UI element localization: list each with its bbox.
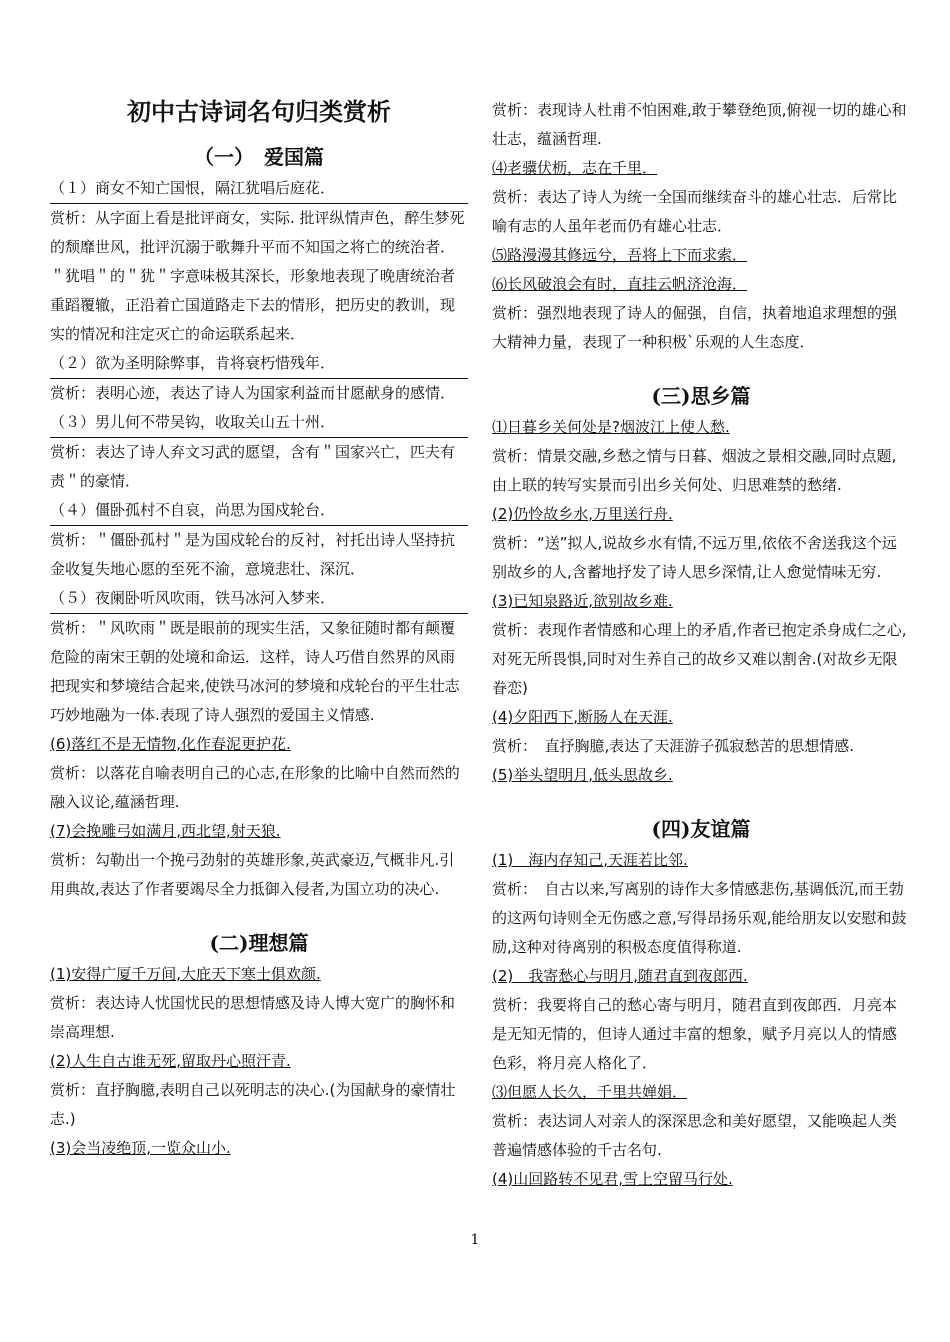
section-spacer bbox=[50, 904, 468, 926]
right-column bbox=[492, 96, 910, 1194]
poem-line: ⑸路漫漫其修远兮，吾将上下而求索． bbox=[492, 246, 748, 264]
poem-line: （２）欲为圣明除弊事，肯将衰朽惜残年． bbox=[50, 349, 468, 379]
section-spacer bbox=[492, 790, 910, 812]
poem-line: （３）男儿何不带吴钩，收取关山五十州． bbox=[50, 408, 468, 438]
appreciation-text: 赏析：表达词人对亲人的深深思念和美好愿望，又能唤起人类普遍情感体验的千古名句. bbox=[492, 1112, 898, 1159]
appreciation-text: 赏析：以落花自喻表明自己的心志,在形象的比喻中自然而然的融入议论,蕴涵哲理. bbox=[50, 764, 460, 811]
poem-line: (6)落红不是无情物,化作春泥更护花. bbox=[50, 735, 291, 753]
poem-line: (4)山回路转不见君,雪上空留马行处. bbox=[492, 1170, 733, 1188]
poem-line: ⑶但愿人长久，千里共婵娟． bbox=[492, 1083, 688, 1101]
appreciation-text: 赏析：从字面上看是批评商女，实际. 批评纵情声色，醉生梦死的颓靡世风，批评沉溺于歌舞升平而不知国之将亡的统治者．＂犹唱＂的＂犹＂字意味极其深长，形象地表现了晚唐统治者重蹈覆辙，正沿着亡国道路走下去的情形，把历史的教训，现实的情况和注定灭亡的命运联系起来． bbox=[50, 209, 465, 343]
page-number: 1 bbox=[470, 1232, 480, 1248]
poem-line: （５）夜阑卧听风吹雨，铁马冰河入梦来． bbox=[50, 584, 468, 614]
document-title: 初中古诗词名句归类赏析 bbox=[127, 97, 391, 126]
poem-line: (5)举头望明月,低头思故乡. bbox=[492, 766, 673, 784]
poem-line: ⑷老骥伏枥，志在千里． bbox=[492, 159, 658, 177]
appreciation-text: 赏析：情景交融,乡愁之情与日暮、烟波之景相交融,同时点题,由上联的转写实景而引出乡关何处、归思难禁的愁绪. bbox=[492, 447, 897, 494]
appreciation-text: 赏析： 直抒胸臆,表达了天涯游子孤寂愁苦的思想情感. bbox=[492, 737, 855, 755]
appreciation-text: 赏析：＂风吹雨＂既是眼前的现实生活，又象征随时都有颠覆危险的南宋王朝的处境和命运．这样，诗人巧借自然界的风雨把现实和梦境结合起来,使铁马冰河的梦境和戍轮台的平生壮志巧妙地融为一体.表现了诗人强烈的爱国主义情感. bbox=[50, 619, 460, 724]
poem-line: ⑹长风破浪会有时，直挂云帆济沧海． bbox=[492, 275, 748, 293]
appreciation-text: 赏析： 自古以来,写离别的诗作大多情感悲伤,基调低沉,而王勃的这两句诗则全无伤感之意,写得昂扬乐观,能给朋友以安慰和鼓励,这种对待离别的积极态度值得称道. bbox=[492, 880, 907, 956]
poem-line: (3)已知泉路近,欲别故乡难. bbox=[492, 592, 673, 610]
poem-line: (2)人生自古谁无死,留取丹心照汗青. bbox=[50, 1052, 291, 1070]
appreciation-text: 赏析：我要将自己的愁心寄与明月，随君直到夜郎西．月亮本是无知无情的，但诗人通过丰富的想象，赋予月亮以人的情感色彩，将月亮人格化了． bbox=[492, 996, 898, 1072]
appreciation-text: 赏析：强烈地表现了诗人的倔强，自信，执着地追求理想的强大精神力量，表现了一种积极`乐观的人生态度． bbox=[492, 304, 898, 351]
section-title-homesickness: (三)思乡篇 bbox=[651, 384, 751, 408]
appreciation-text: 赏析：勾勒出一个挽弓劲射的英雄形象,英武豪迈,气概非凡.引用典故,表达了作者要竭尽全力抵御入侵者,为国立功的决心. bbox=[50, 851, 455, 898]
left-column bbox=[50, 88, 468, 1163]
poem-line: (3)会当凌绝顶,一览众山小. bbox=[50, 1139, 231, 1157]
section-title-ideals: (二)理想篇 bbox=[209, 931, 309, 955]
poem-line: (7)会挽雕弓如满月,西北望,射天狼. bbox=[50, 822, 281, 840]
poem-line: ⑴日暮乡关何处是?烟波江上使人愁. bbox=[492, 418, 730, 436]
appreciation-text: 赏析：表明心迹，表达了诗人为国家利益而甘愿献身的感情． bbox=[50, 384, 456, 402]
section-title-friendship: (四)友谊篇 bbox=[651, 817, 751, 841]
poem-line: (4)夕阳西下,断肠人在天涯. bbox=[492, 708, 673, 726]
appreciation-text: 赏析：表现作者情感和心理上的矛盾,作者已抱定杀身成仁之心,对死无所畏惧,同时对生养自己的故乡又难以割舍.(对故乡无限眷恋) bbox=[492, 621, 907, 697]
poem-line: （１）商女不知亡国恨，隔江犹唱后庭花． bbox=[50, 174, 468, 204]
section-spacer bbox=[492, 357, 910, 379]
poem-line: （４）僵卧孤村不自哀，尚思为国戍轮台． bbox=[50, 496, 468, 526]
poem-line: (2) 我寄愁心与明月,随君直到夜郎西. bbox=[492, 967, 748, 985]
appreciation-text: 赏析：＂僵卧孤村＂是为国戍轮台的反衬，衬托出诗人坚持抗金收复失地心愿的至死不渝，意境悲壮、深沉． bbox=[50, 531, 456, 578]
appreciation-text: 赏析：“送”拟人,说故乡水有情,不远万里,依依不舍送我这个远别故乡的人,含蓄地抒发了诗人思乡深情,让人愈觉情味无穷. bbox=[492, 534, 897, 581]
appreciation-text: 赏析：表达了诗人弃文习武的愿望，含有＂国家兴亡，匹夫有责＂的豪情． bbox=[50, 443, 456, 490]
poem-line: (2)仍怜故乡水,万里送行舟. bbox=[492, 505, 673, 523]
section-title-patriotism: （一） 爱国篇 bbox=[194, 145, 324, 169]
poem-line: (1)安得广厦千万间,大庇天下寒士俱欢颜. bbox=[50, 965, 321, 983]
appreciation-text: 赏析：表现诗人杜甫不怕困难,敢于攀登绝顶,俯视一切的雄心和壮志，蕴涵哲理. bbox=[492, 101, 907, 148]
appreciation-text: 赏析：表达了诗人为统一全国而继续奋斗的雄心壮志．后常比喻有志的人虽年老而仍有雄心壮志． bbox=[492, 188, 898, 235]
poem-line: (1) 海内存知己,天涯若比邻. bbox=[492, 851, 688, 869]
appreciation-text: 赏析：直抒胸臆,表明自己以死明志的决心.(为国献身的豪情壮志.) bbox=[50, 1081, 456, 1128]
appreciation-text: 赏析：表达诗人忧国忧民的思想情感及诗人博大宽广的胸怀和崇高理想. bbox=[50, 994, 456, 1041]
